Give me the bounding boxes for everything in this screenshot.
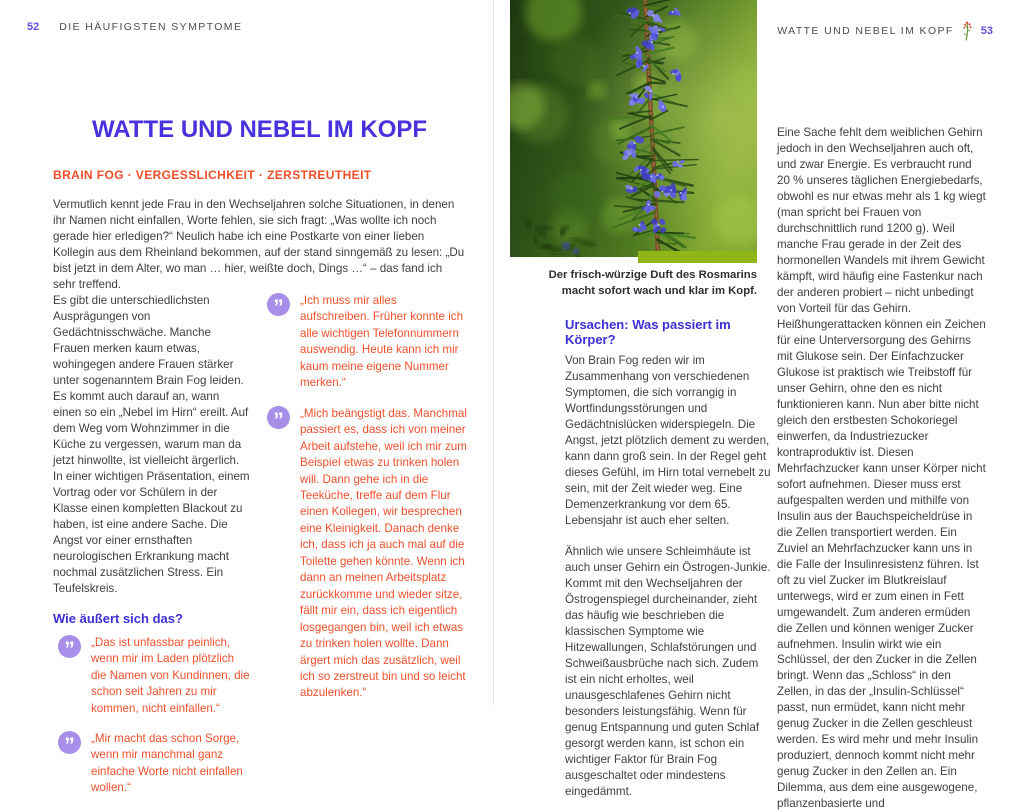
left-page-number: 52	[27, 21, 39, 33]
quote-text: „Mir macht das schon Sorge, wenn mir manchmal ganz einfache Worte nicht einfallen wollen.“	[91, 731, 250, 797]
page-gutter	[493, 0, 494, 705]
quote-icon: ”	[58, 635, 81, 658]
plant-sprig-icon	[961, 21, 974, 41]
quote-text: „Das ist unfassbar peinlich, wenn mir im Laden plötzlich die Namen von Kundinnen, die schon seit Jahren zu mir kommen, nicht einfallen.“	[91, 635, 250, 717]
energy-paragraph: Eine Sache fehlt dem weiblichen Gehirn jedoch in den Wechseljahren auch oft, und zwar Energie. Es verbraucht rund 20 % unseres täglichen Energiebedarfs, obwohl es nur etwas mehr als 1 kg wiegt (man spricht bei Frauen von durchschnittlich rund 1200 g). Weil manche Frau gerade in der Zeit des hormonellen Wandels mit ihrem Gewicht kämpft, wird häufig eine Fastenkur nach der anderen probiert – nicht unbedingt von Vorteil für das Gehirn. Heißhungerattacken können ein Zeichen für eine Unterversorgung des Gehirns mit Glukose sein. Der Einfachzucker Glukose ist praktisch wie Treibstoff für unser Gehirn, ohne den es nicht funktionieren kann. Nun aber bitte nicht gleich den erstbesten Schokoriegel einwerfen, da Industriezucker kontraproduktiv ist. Diesen Mehrfachzucker kann unser Körper nicht sofort aufnehmen. Dieser muss erst aufgespalten werden und mithilfe von Insulin aus der Bauchspeicheldrüse in die Zellen transportiert werden. Ein Zuviel an Mehrfachzucker kann uns in die Falle der Insulinresistenz führen. Ist oft zu viel Zucker im Blutkreislauf unterwegs, wird er zum einen in Fett umgewandelt. Zum anderen ermüden die Zellen und können weniger Zucker aufnehmen. Insulin wirkt wie ein Schlüssel, der den Zucker in die Zellen bringt. Wenn das „Schloss“ in den Zellen, in das der „Insulin-Schlüssel“ passt, nun ermüdet, kann nicht mehr genug Zucker in die Zellen geschleust werden. Es wird mehr und mehr Insulin produziert, dennoch kommt nicht mehr genug Zucker in den Zellen an. Ein Dilemma, aus dem eine ausgewogene, pflanzenbasierte und	[777, 125, 986, 812]
right-column-1	[565, 317, 771, 800]
right-running-header	[777, 21, 993, 41]
left-running-header-text: DIE HÄUFIGSTEN SYMPTOME	[59, 21, 242, 33]
right-page-number: 53	[981, 25, 993, 37]
causes-paragraph-2: Ähnlich wie unsere Schleimhäute ist auch unser Gehirn ein Östrogen-Junkie. Kommt mit den Wechseljahren der Östrogenspiegel durcheinander, zieht das häufig wie beschrieben die klassischen Symptome wie Hitzewallungen, Schlafstörungen und Schweißausbrüche nach sich. Zudem ist ein nicht erholtes, weil unausgeschlafenes Gehirn nicht besonders leistungsfähig. Wenn für genug Entspannung und guten Schlaf gesorgt werden kann, ist schon ein wichtiger Faktor für Brain Fog ausgeschaltet oder mindestens eingedämmt.	[565, 544, 771, 800]
left-running-header	[27, 21, 242, 33]
right-column-2	[777, 125, 986, 812]
section-heading-wie-aeussert: Wie äußert sich das?	[53, 611, 250, 626]
left-column-1	[53, 293, 250, 811]
left-column-2	[267, 293, 467, 716]
quote-icon: ”	[267, 293, 290, 316]
intro-paragraph: Vermutlich kennt jede Frau in den Wechseljahren solche Situationen, in denen ihr Namen nicht einfallen, Worte fehlen, sie sich fragt: „Was wollte ich noch gerade hier erledigen?“ Neulich habe ich eine Postkarte von einer lieben Kollegin aus dem Rheinland bekommen, auf der stand sinngemäß zu lesen: „Du bist jetzt in dem Alter, wo man … hier, weißte doch, Dings …“ – das fand ich sehr treffend.	[53, 197, 467, 293]
causes-paragraph-1: Von Brain Fog reden wir im Zusammenhang von verschiedenen Symptomen, die sich vorrangig in Wortfindungsstörungen und Gedächtnislücken widerspiegeln. Die Angst, jetzt plötzlich dement zu werden, kann dann groß sein. In der Regel geht dieses Gefühl, im Hirn total vernebelt zu sein, mit der Zeit wieder weg. Eine Demenzerkrankung vor dem 65. Lebensjahr ist auch eher selten.	[565, 353, 771, 529]
chapter-title: WATTE UND NEBEL IM KOPF	[53, 116, 466, 144]
quote-block	[267, 293, 467, 392]
quote-text: „Mich beängstigt das. Manchmal passiert es, dass ich von meiner Arbeit aufstehe, weil ich mir zum Beispiel etwas zu trinken holen will. Dann gehe ich in die Teeküche, treffe auf dem Flur einen Kollegen, wir besprechen eine Kleinigkeit. Danach denke ich, dass ich ja auch mal auf die Toilette gehen könnte. Wenn ich dann an meinen Arbeitsplatz zurückkomme und wieder sitze, fällt mir ein, dass ich eigentlich losgegangen bin, weil ich etwas zu trinken holen wollte. Dann ärgert mich das zusätzlich, weil ich so zerstreut bin und so leicht abzulenken.“	[300, 406, 467, 702]
section-heading-ursachen: Ursachen: Was passiert im Körper?	[565, 317, 771, 347]
quote-icon: ”	[58, 731, 81, 754]
rosemary-photo	[510, 0, 757, 257]
right-running-header-text: WATTE UND NEBEL IM KOPF	[777, 25, 954, 37]
photo-accent-bar	[638, 251, 757, 263]
quote-text: „Ich muss mir alles aufschreiben. Früher konnte ich alle wichtigen Telefonnummern auswendig. Heute kann ich mir kaum meine eigene Nummer merken.“	[300, 293, 467, 392]
chapter-subtitle: BRAIN FOG · VERGESSLICHKEIT · ZERSTREUTHEIT	[53, 168, 466, 182]
quote-block	[267, 406, 467, 702]
symptom-paragraph: Es gibt die unterschiedlichsten Ausprägungen von Gedächtnisschwäche. Manche Frauen merken kaum etwas, wohingegen andere Frauen stärker unter sogenanntem Brain Fog leiden. Es kommt auch darauf an, wann einen so ein „Nebel im Hirn“ ereilt. Auf dem Weg vom Wohnzimmer in die Küche zu vergessen, warum man da jetzt hinwollte, ist vielleicht ärgerlich. In einer wichtigen Präsentation, einem Vortrag oder vor Schülern in der Klasse einen kompletten Blackout zu haben, ist eine andere Sache. Die Angst vor einer ernsthaften neurologischen Erkrankung macht nochmal zusätzlichen Stress. Ein Teufelskreis.	[53, 293, 250, 597]
quote-block	[53, 731, 250, 797]
quote-icon: ”	[267, 406, 290, 429]
photo-caption: Der frisch-würzige Duft des Rosmarins macht sofort wach und klar im Kopf.	[545, 267, 757, 299]
